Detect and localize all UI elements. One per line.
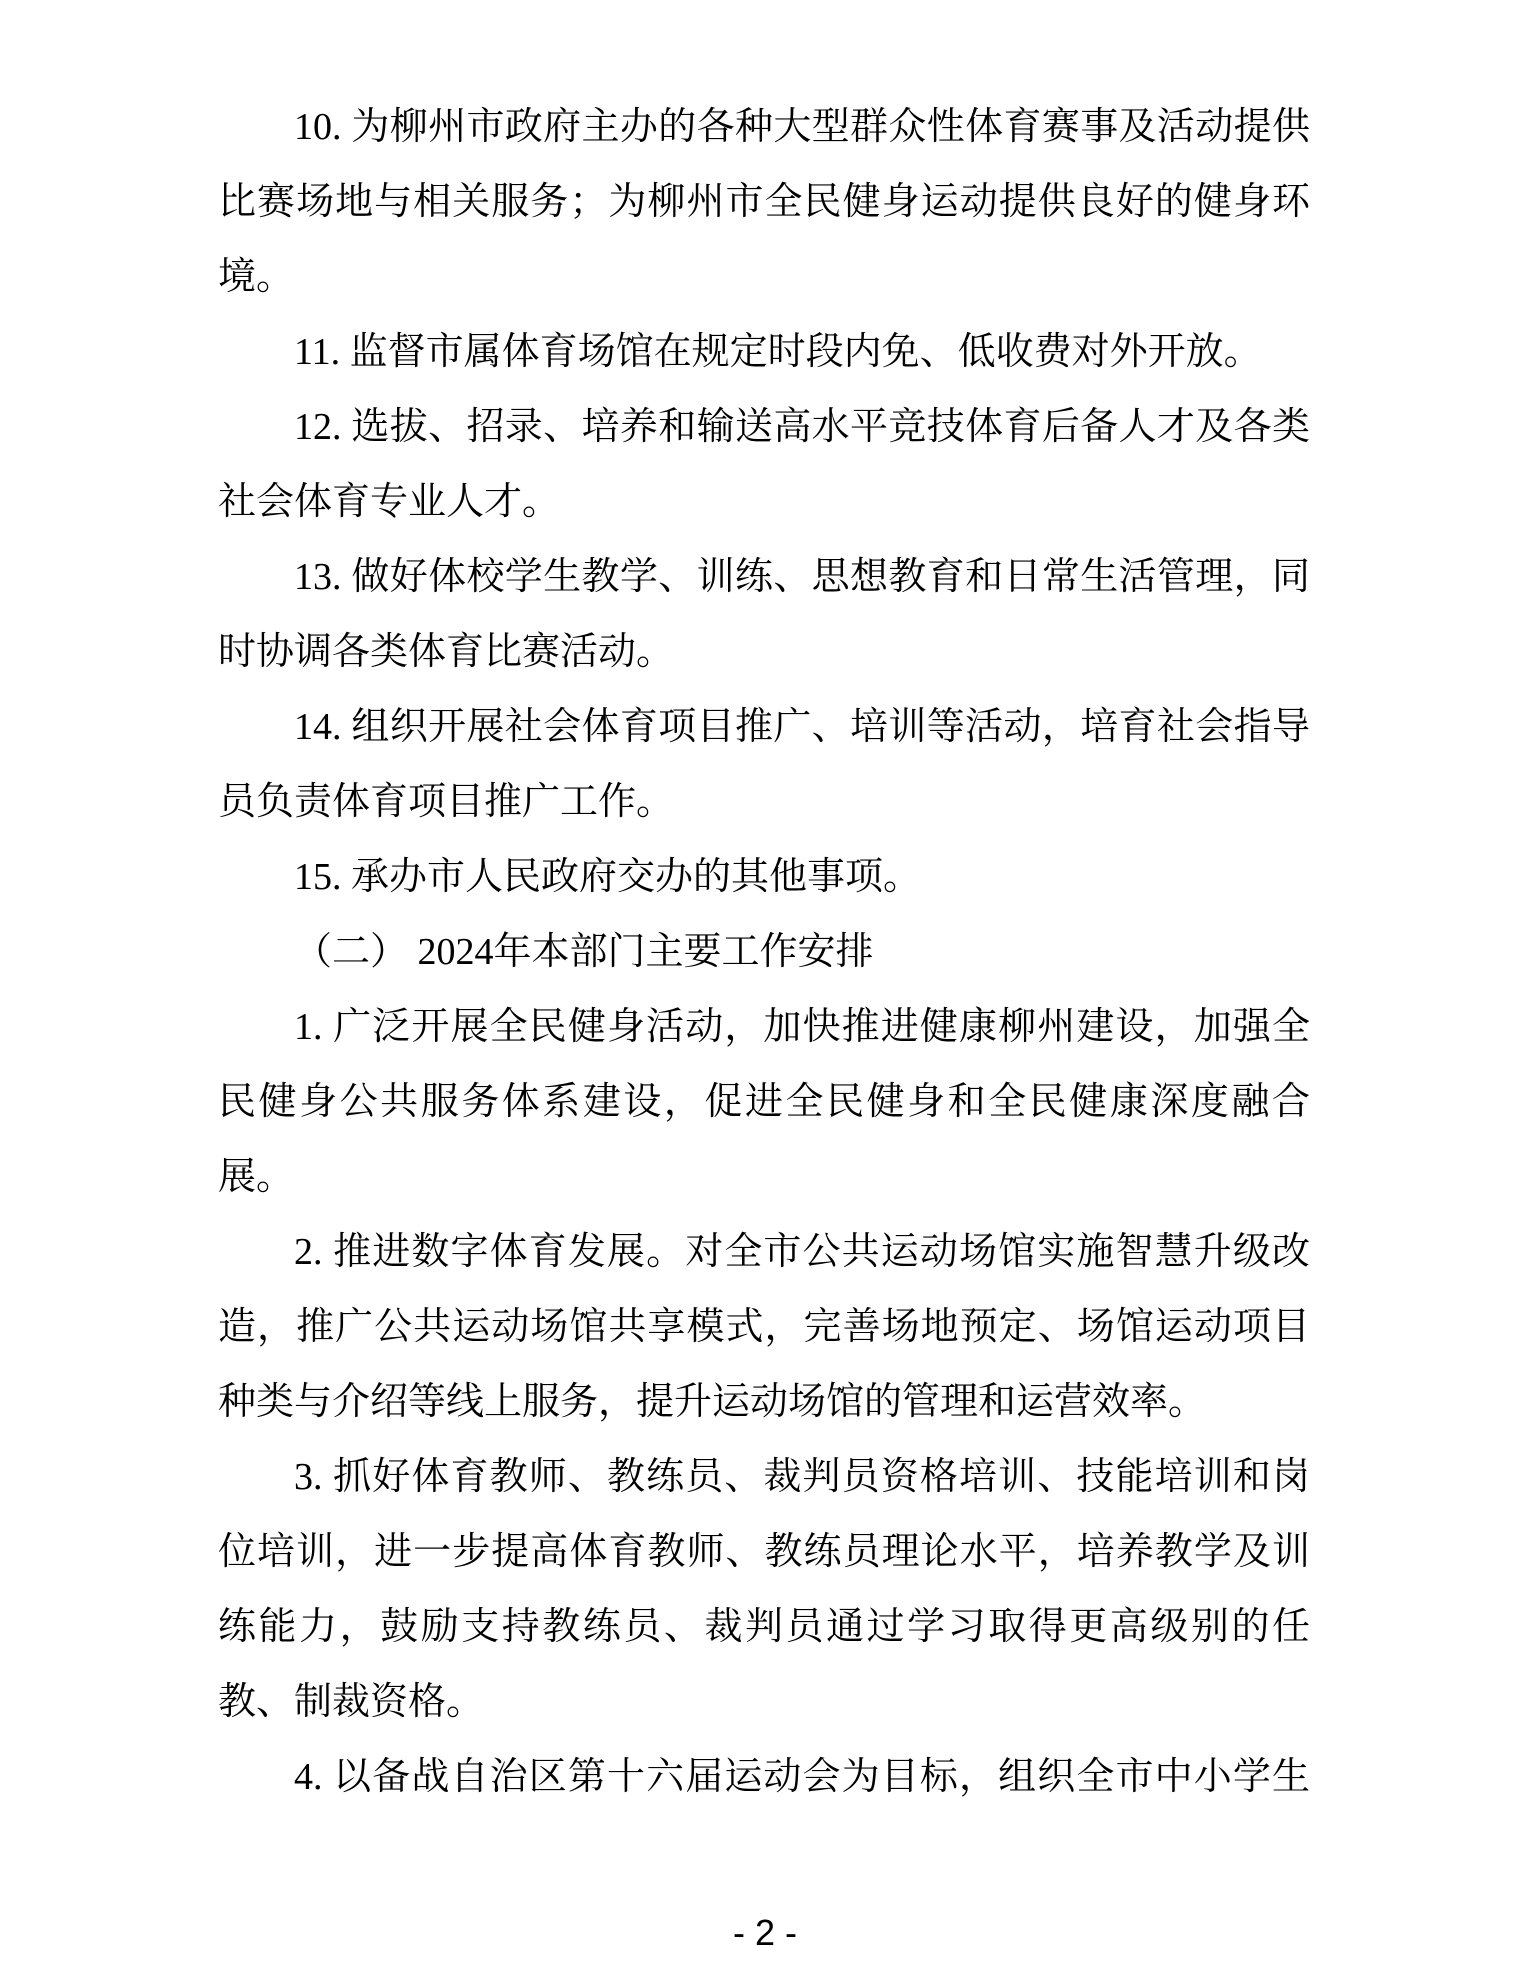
text-line: 比赛场地与相关服务；为柳州市全民健身运动提供良好的健身环 (218, 181, 1310, 223)
text-line: 11. 监督市属体育场馆在规定时段内免、低收费对外开放。 (294, 331, 1262, 373)
text-line: 1. 广泛开展全民健身活动，加快推进健康柳州建设，加强全 (294, 1006, 1310, 1048)
text-line: 14. 组织开展社会体育项目推广、培训等活动，培育社会指导 (294, 706, 1310, 748)
text-line: 民健身公共服务体系建设，促进全民健身和全民健康深度融合 (218, 1081, 1310, 1123)
text-line: 位培训，进一步提高体育教师、教练员理论水平，培养教学及训 (218, 1531, 1310, 1573)
text-line: 10. 为柳州市政府主办的各种大型群众性体育赛事及活动提供 (294, 106, 1310, 148)
text-line: 时协调各类体育比赛活动。 (218, 631, 675, 673)
page-number: - 2 - (732, 1912, 797, 1953)
text-line: 15. 承办市人民政府交办的其他事项。 (294, 856, 922, 898)
text-line: 社会体育专业人才。 (218, 481, 561, 523)
text-line: 种类与介绍等线上服务，提升运动场馆的管理和运营效率。 (218, 1381, 1207, 1423)
text-line: 2. 推进数字体育发展。对全市公共运动场馆实施智慧升级改 (294, 1231, 1310, 1273)
text-line: 展。 (218, 1156, 295, 1198)
text-line: 4. 以备战自治区第十六届运动会为目标，组织全市中小学生 (294, 1756, 1310, 1798)
text-line: 造，推广公共运动场馆共享模式，完善场地预定、场馆运动项目 (218, 1306, 1310, 1348)
section-heading: （二） 2024年本部门主要工作安排 (294, 931, 874, 973)
text-line: 教、制裁资格。 (218, 1681, 485, 1723)
text-line: 员负责体育项目推广工作。 (218, 781, 675, 823)
document-body (218, 90, 1310, 1815)
text-line: 13. 做好体校学生教学、训练、思想教育和日常生活管理，同 (294, 556, 1310, 598)
text-line: 境。 (218, 256, 295, 298)
text-line: 12. 选拔、招录、培养和输送高水平竞技体育后备人才及各类 (294, 406, 1310, 448)
text-line: 3. 抓好体育教师、教练员、裁判员资格培训、技能培训和岗 (294, 1456, 1310, 1498)
text-line: 练能力，鼓励支持教练员、裁判员通过学习取得更高级别的任 (218, 1606, 1310, 1648)
